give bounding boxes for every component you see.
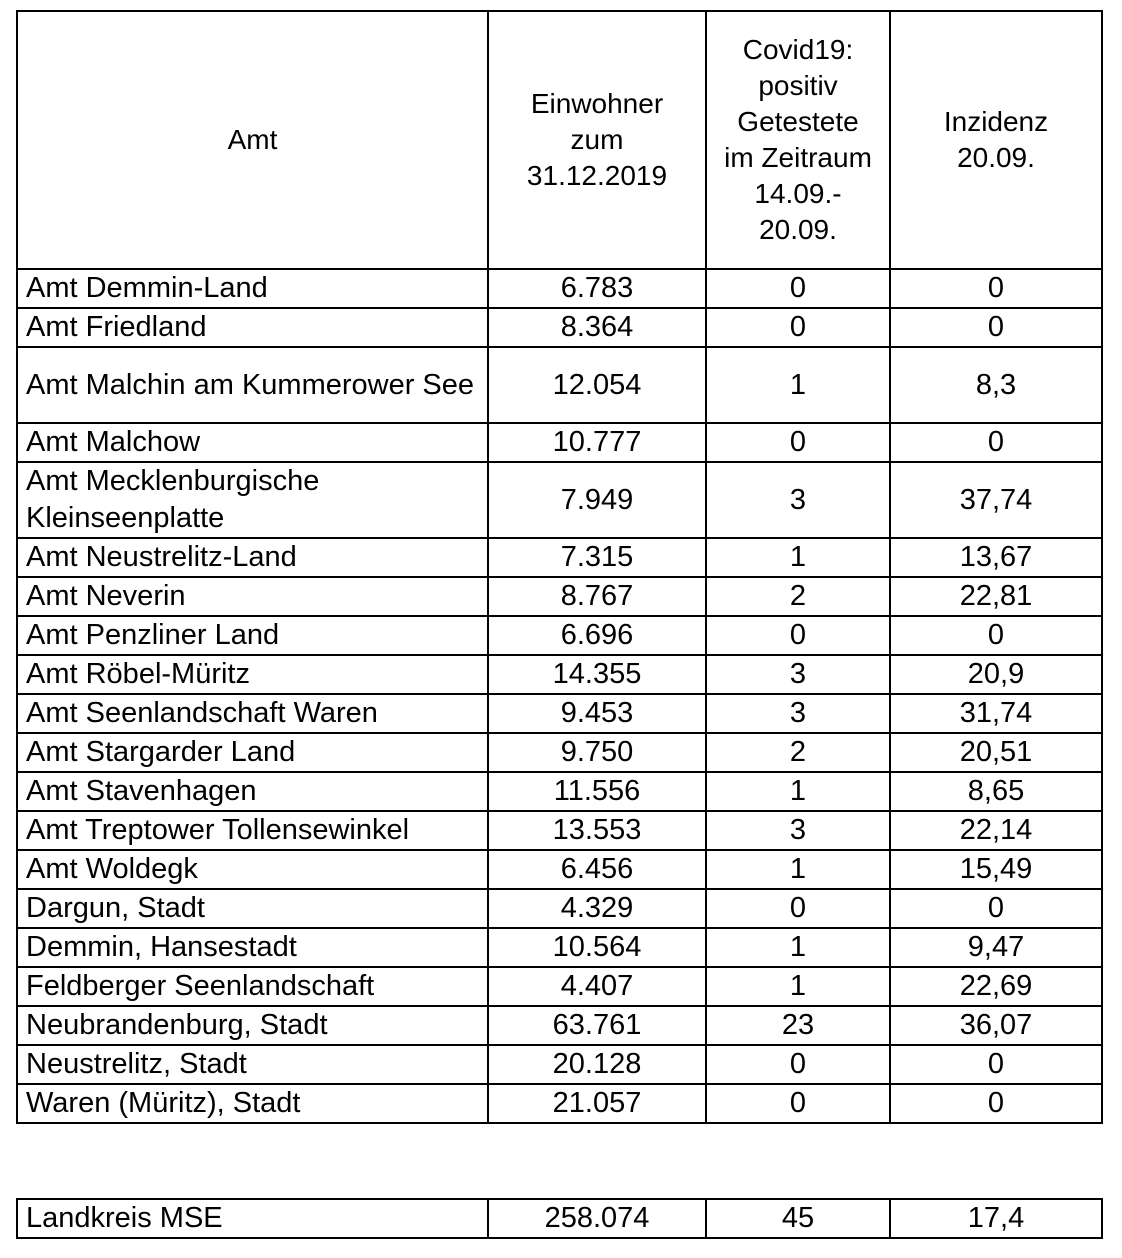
cell-einwohner: 63.761 <box>488 1006 706 1045</box>
cell-inzidenz: 0 <box>890 1084 1102 1123</box>
total-inzidenz: 17,4 <box>890 1199 1102 1238</box>
cell-positiv: 1 <box>706 850 890 889</box>
table-row <box>17 616 1102 655</box>
cell-positiv: 0 <box>706 1045 890 1084</box>
total-positiv: 45 <box>706 1199 890 1238</box>
cell-positiv: 3 <box>706 811 890 850</box>
cell-positiv: 23 <box>706 1006 890 1045</box>
table-row <box>17 694 1102 733</box>
cell-positiv: 1 <box>706 928 890 967</box>
cell-positiv: 0 <box>706 889 890 928</box>
table-row <box>17 423 1102 462</box>
cell-inzidenz: 15,49 <box>890 850 1102 889</box>
cell-inzidenz: 9,47 <box>890 928 1102 967</box>
header-covid-positiv: Covid19: positiv Getestete im Zeitraum 14.09.- 20.09. <box>706 11 890 269</box>
cell-einwohner: 10.777 <box>488 423 706 462</box>
cell-positiv: 0 <box>706 423 890 462</box>
cell-einwohner: 21.057 <box>488 1084 706 1123</box>
table-row <box>17 577 1102 616</box>
cell-einwohner: 8.364 <box>488 308 706 347</box>
cell-inzidenz: 22,69 <box>890 967 1102 1006</box>
header-inzidenz: Inzidenz 20.09. <box>890 11 1102 269</box>
table-row <box>17 308 1102 347</box>
cell-inzidenz: 0 <box>890 269 1102 308</box>
cell-positiv: 0 <box>706 308 890 347</box>
cell-inzidenz: 20,51 <box>890 733 1102 772</box>
table-row <box>17 347 1102 423</box>
table-row <box>17 733 1102 772</box>
total-einwohner: 258.074 <box>488 1199 706 1238</box>
cell-amt: Feldberger Seenlandschaft <box>17 967 488 1006</box>
cell-amt: Neubrandenburg, Stadt <box>17 1006 488 1045</box>
table-row <box>17 928 1102 967</box>
cell-einwohner: 14.355 <box>488 655 706 694</box>
cell-einwohner: 6.783 <box>488 269 706 308</box>
cell-einwohner: 12.054 <box>488 347 706 423</box>
table-row <box>17 1045 1102 1084</box>
cell-inzidenz: 0 <box>890 889 1102 928</box>
table-row <box>17 850 1102 889</box>
cell-positiv: 2 <box>706 577 890 616</box>
table-row <box>17 538 1102 577</box>
cell-inzidenz: 22,14 <box>890 811 1102 850</box>
cell-positiv: 0 <box>706 269 890 308</box>
cell-positiv: 1 <box>706 538 890 577</box>
cell-inzidenz: 0 <box>890 423 1102 462</box>
table-row <box>17 1006 1102 1045</box>
cell-amt: Amt Neverin <box>17 577 488 616</box>
table-row <box>17 655 1102 694</box>
cell-amt: Waren (Müritz), Stadt <box>17 1084 488 1123</box>
cell-positiv: 1 <box>706 772 890 811</box>
total-row <box>17 1199 1102 1238</box>
table-row <box>17 1084 1102 1123</box>
cell-einwohner: 7.949 <box>488 462 706 538</box>
cell-amt: Amt Treptower Tollensewinkel <box>17 811 488 850</box>
cell-inzidenz: 22,81 <box>890 577 1102 616</box>
cell-einwohner: 9.750 <box>488 733 706 772</box>
table-header-row <box>17 11 1102 269</box>
cell-inzidenz: 0 <box>890 1045 1102 1084</box>
table-row <box>17 269 1102 308</box>
cell-amt: Amt Friedland <box>17 308 488 347</box>
cell-inzidenz: 8,3 <box>890 347 1102 423</box>
cell-inzidenz: 37,74 <box>890 462 1102 538</box>
cell-inzidenz: 8,65 <box>890 772 1102 811</box>
cell-amt: Amt Malchow <box>17 423 488 462</box>
cell-einwohner: 4.329 <box>488 889 706 928</box>
cell-positiv: 1 <box>706 347 890 423</box>
cell-einwohner: 9.453 <box>488 694 706 733</box>
cell-einwohner: 20.128 <box>488 1045 706 1084</box>
cell-amt: Amt Seenlandschaft Waren <box>17 694 488 733</box>
cell-amt: Amt Stargarder Land <box>17 733 488 772</box>
cell-einwohner: 7.315 <box>488 538 706 577</box>
cell-inzidenz: 20,9 <box>890 655 1102 694</box>
cell-inzidenz: 31,74 <box>890 694 1102 733</box>
table-row <box>17 889 1102 928</box>
cell-amt: Dargun, Stadt <box>17 889 488 928</box>
total-amt: Landkreis MSE <box>17 1199 488 1238</box>
cell-positiv: 3 <box>706 462 890 538</box>
table-row <box>17 772 1102 811</box>
cell-positiv: 3 <box>706 694 890 733</box>
table-row <box>17 811 1102 850</box>
total-table <box>16 1198 1103 1239</box>
cell-positiv: 0 <box>706 1084 890 1123</box>
cell-amt: Amt Demmin-Land <box>17 269 488 308</box>
cell-einwohner: 13.553 <box>488 811 706 850</box>
cell-einwohner: 10.564 <box>488 928 706 967</box>
cell-amt: Amt Röbel-Müritz <box>17 655 488 694</box>
header-amt: Amt <box>17 11 488 269</box>
cell-amt: Amt Woldegk <box>17 850 488 889</box>
incidence-table <box>16 10 1103 1124</box>
cell-positiv: 1 <box>706 967 890 1006</box>
header-einwohner: Einwohner zum 31.12.2019 <box>488 11 706 269</box>
cell-einwohner: 4.407 <box>488 967 706 1006</box>
cell-inzidenz: 0 <box>890 616 1102 655</box>
cell-einwohner: 6.456 <box>488 850 706 889</box>
cell-positiv: 3 <box>706 655 890 694</box>
cell-amt: Amt Mecklenburgische Kleinseenplatte <box>17 462 488 538</box>
cell-amt: Amt Neustrelitz-Land <box>17 538 488 577</box>
table-row <box>17 967 1102 1006</box>
cell-einwohner: 6.696 <box>488 616 706 655</box>
cell-amt: Neustrelitz, Stadt <box>17 1045 488 1084</box>
cell-positiv: 2 <box>706 733 890 772</box>
cell-amt: Amt Penzliner Land <box>17 616 488 655</box>
cell-inzidenz: 13,67 <box>890 538 1102 577</box>
cell-amt: Amt Malchin am Kummerower See <box>17 347 488 423</box>
cell-inzidenz: 0 <box>890 308 1102 347</box>
cell-einwohner: 8.767 <box>488 577 706 616</box>
cell-amt: Demmin, Hansestadt <box>17 928 488 967</box>
cell-inzidenz: 36,07 <box>890 1006 1102 1045</box>
cell-amt: Amt Stavenhagen <box>17 772 488 811</box>
cell-einwohner: 11.556 <box>488 772 706 811</box>
cell-positiv: 0 <box>706 616 890 655</box>
table-row <box>17 462 1102 538</box>
